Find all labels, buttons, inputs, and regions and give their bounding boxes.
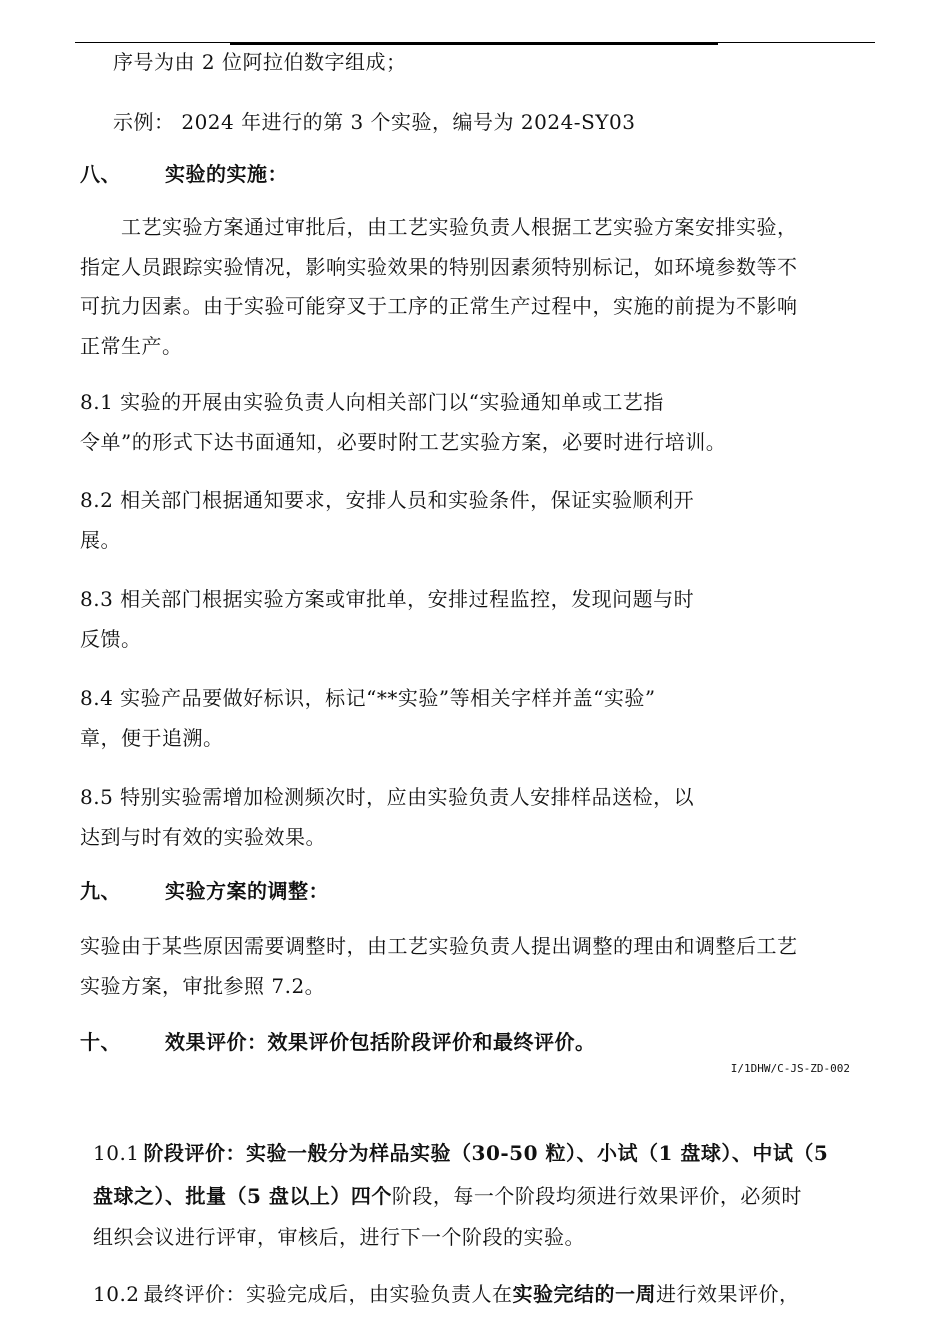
clause-number: 10.1	[93, 1141, 140, 1165]
section-10-heading	[80, 1030, 596, 1054]
serial-rule-text: 序号为由 2 位阿拉伯数字组成；	[113, 50, 407, 74]
paragraph-line: 指定人员跟踪实验情况，影响实验效果的特别因素须特别标记，如环境参数等不	[80, 255, 798, 279]
clause-8-1: 8.1 实验的开展由实验负责人向相关部门以“实验通知单或工艺指	[80, 390, 664, 414]
clause-10-2	[93, 1282, 800, 1306]
paragraph-line: 工艺实验方案通过审批后，由工艺实验负责人根据工艺实验方案安排实验，	[121, 215, 798, 239]
header-rule-thick	[230, 43, 718, 45]
document-code: I/1DHW/C-JS-ZD-002	[730, 1062, 850, 1075]
bold-text: 实验完结的一周	[512, 1282, 657, 1306]
clause-10-1-cont2: 组织会议进行评审，审核后，进行下一个阶段的实验。	[93, 1225, 585, 1249]
example-text: 示例： 2024 年进行的第 3 个实验，编号为 2024-SY03	[113, 110, 636, 134]
clause-8-3-cont: 反馈。	[80, 627, 142, 651]
bold-text: 盘球之）、批量（5 盘以上）四个	[93, 1184, 392, 1208]
paragraph-line: 正常生产。	[80, 334, 183, 358]
section-number: 八、	[80, 162, 121, 186]
clause-8-5: 8.5 特别实验需增加检测频次时，应由实验负责人安排样品送检，以	[80, 785, 695, 809]
clause-8-1-cont: 令单”的形式下达书面通知，必要时附工艺实验方案，必要时进行培训。	[80, 430, 727, 454]
clause-10-1	[93, 1141, 828, 1165]
clause-number: 10.2	[93, 1282, 140, 1306]
bold-text: 阶段评价：实验一般分为样品实验（30-50 粒）、小试（1 盘球）、中试（5	[143, 1141, 829, 1165]
clause-8-5-cont: 达到与时有效的实验效果。	[80, 825, 326, 849]
paragraph-line: 实验方案，审批参照 7.2。	[80, 974, 326, 998]
section-8-heading	[80, 162, 288, 186]
section-number: 九、	[80, 879, 121, 903]
clause-8-4: 8.4 实验产品要做好标识，标记“**实验”等相关字样并盖“实验”	[80, 686, 656, 710]
plain-text: 进行效果评价，	[656, 1282, 800, 1306]
section-title: 实验的实施：	[165, 162, 288, 186]
section-title: 实验方案的调整：	[165, 879, 329, 903]
clause-8-3: 8.3 相关部门根据实验方案或审批单，安排过程监控，发现问题与时	[80, 587, 695, 611]
section-9-heading	[80, 879, 329, 903]
clause-8-4-cont: 章，便于追溯。	[80, 726, 224, 750]
paragraph-line: 实验由于某些原因需要调整时，由工艺实验负责人提出调整的理由和调整后工艺	[80, 934, 798, 958]
section-number: 十、	[80, 1030, 121, 1054]
plain-text: 最终评价：实验完成后，由实验负责人在	[143, 1282, 513, 1306]
clause-8-2-cont: 展。	[80, 528, 121, 552]
plain-text: 阶段，每一个阶段均须进行效果评价，必须时	[391, 1184, 802, 1208]
clause-10-1-cont	[93, 1184, 802, 1208]
paragraph-line: 可抗力因素。由于实验可能穿叉于工序的正常生产过程中，实施的前提为不影响	[80, 294, 798, 318]
clause-8-2: 8.2 相关部门根据通知要求，安排人员和实验条件，保证实验顺利开	[80, 488, 695, 512]
section-title: 效果评价：效果评价包括阶段评价和最终评价。	[165, 1030, 596, 1054]
